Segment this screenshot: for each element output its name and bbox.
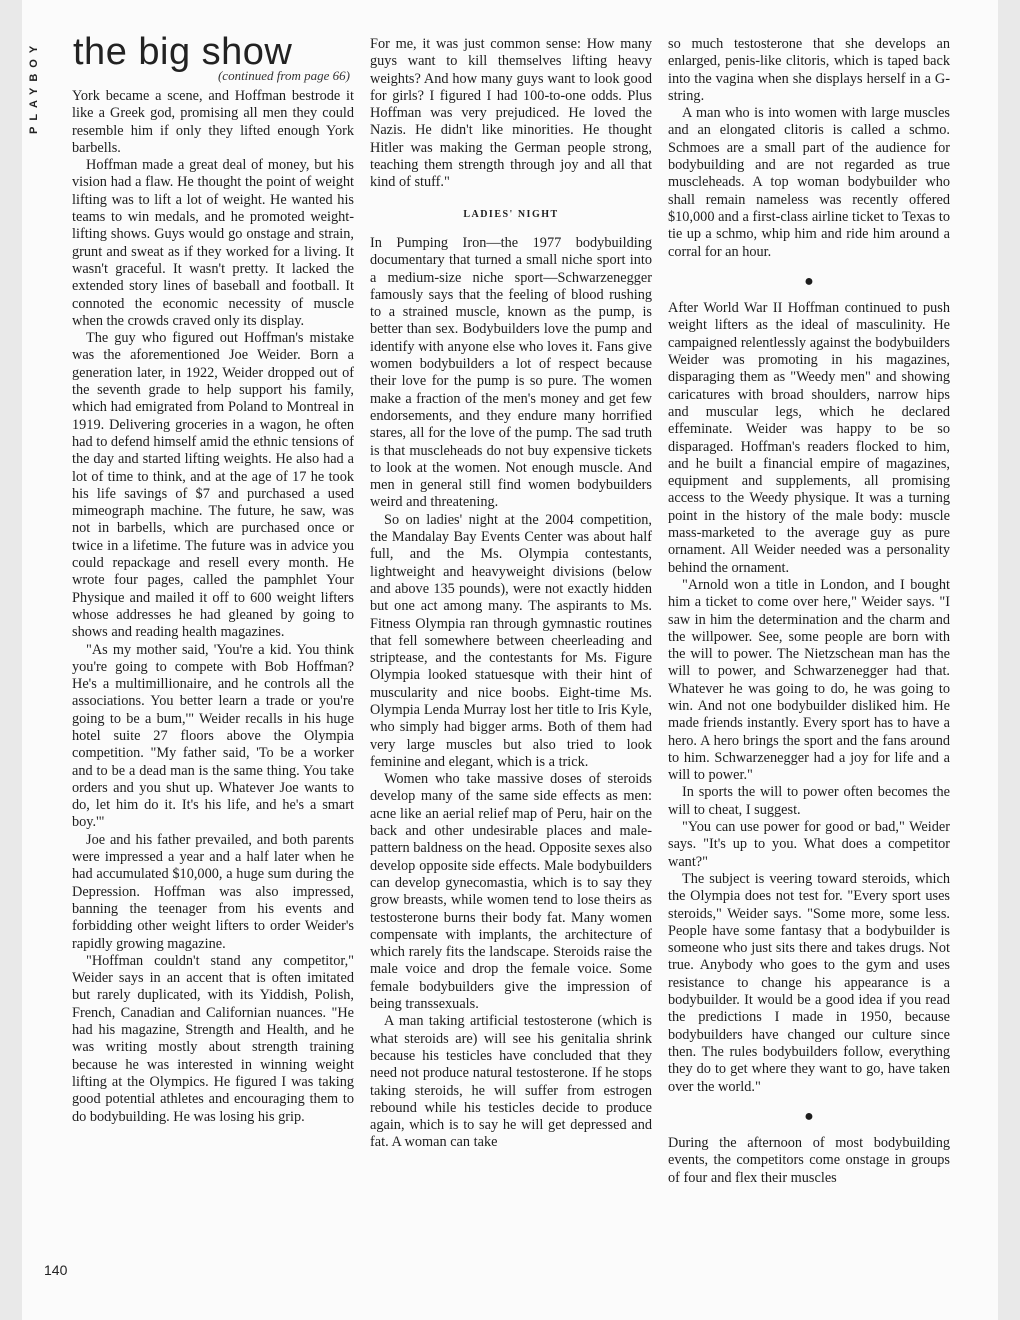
paragraph: For me, it was just common sense: How many guys want to kill themselves lifting heavy weights? And how many guys want to look good for girls? I figured I had 100-to-one odds. Plus Hoffman was very prejudiced. He loved the Nazis. He didn't like minorities. He thought Hitler was making the German people strong, teaching them strength through joy and all that kind of stuff."	[370, 36, 652, 191]
section-separator-dot: ●	[804, 1107, 814, 1125]
paragraph: Joe and his father prevailed, and both parents were impressed a year and a half later when he had accumulated $10,000, a huge sum during the Depression. Hoffman was also impressed, banning the teenager from his events and forbidding other weight lifters to order Weider's rapidly growing magazine.	[72, 831, 354, 952]
paragraph: In sports the will to power often becomes the will to cheat, I suggest.	[668, 784, 950, 818]
paragraph: A man taking artificial testosterone (which is what steroids are) will see his genitalia shrink because his testicles have concluded that they need not produce natural testosterone. If he stops taking steroids, he will suffer from estrogen rebound while his testicles decide to produce again, which is to say he will get depressed and fat. A woman can take	[370, 1013, 652, 1151]
page-number: 140	[44, 1262, 68, 1278]
section-separator-dot: ●	[804, 272, 814, 290]
paragraph: York became a scene, and Hoffman bestrode it like a Greek god, promising all men they could resemble him if only they lifted enough York barbells.	[72, 88, 354, 156]
column-3	[668, 36, 950, 1187]
paragraph: A man who is into women with large muscles and an elongated clitoris is called a schmo. Schmoes are a small part of the audience for bodybuilding and are not regarded as true muscleheads. A top woman bodybuilder who shall remain nameless was recently offered $10,000 and a first-class airline ticket to Texas to tie up a schmo, whip him and ride him around a corral for an hour.	[668, 105, 950, 260]
paragraph: After World War II Hoffman continued to push weight lifters as the ideal of masculinity. He campaigned relentlessly against the bodybuilders Weider was promoting in his magazines, disparaging them as "Weedy men" and showing caricatures with broad shoulders, narrow hips and muscular legs, which he declared effeminate. Weider was happy to be so disparaged. Hoffman's readers flocked to him, and he built a financial empire of magazines, equipment and supplements, all promising access to the Weedy physique. It was a turning point in the history of the male body: muscle mass-marketed to the average guy as pure ornament. All Weider needed was a personality behind the ornament.	[668, 300, 950, 576]
article-title: the big show	[73, 31, 293, 73]
section-subhead: LADIES' NIGHT	[463, 208, 559, 220]
magazine-name-vertical: PLAYBOY	[28, 40, 40, 135]
paragraph: so much testosterone that she develops an enlarged, penis-like clitoris, which is taped back into the vagina when she displays herself in a G-string.	[668, 36, 950, 104]
paragraph: During the afternoon of most bodybuilding events, the competitors come onstage in groups of four and flex their muscles	[668, 1135, 950, 1186]
paragraph: Hoffman made a great deal of money, but his vision had a flaw. He thought the point of weight lifting was to lift a lot of weight. He wanted his teams to win medals, and he promoted weight-lifting shows. Guys would go onstage and strain, grunt and sweat as if they worked for a living. It wasn't graceful. It wasn't pretty. It lacked the extended story lines of baseball and football. It connoted the economic necessity of muscle when the crowds craved only its display.	[72, 157, 354, 329]
paragraph: So on ladies' night at the 2004 competition, the Mandalay Bay Events Center was about half full, and the Ms. Olympia contestants, lightweight and heavyweight divisions (below and above 135 pounds), were not exactly hidden but one act among many. The aspirants to Ms. Fitness Olympia ran through gymnastic routines that fell somewhere between cheerleading and striptease, and the contestants for Ms. Figure Olympia looked statuesque with their hint of muscularity and nice boobs. Eight-time Ms. Olympia Lenda Murray lost her title to Iris Kyle, who simply had bigger arms. Both of them had very large muscles but also tried to look feminine and elegant, which is a trick.	[370, 511, 652, 770]
paragraph: In Pumping Iron—the 1977 bodybuilding documentary that turned a small niche sport into a medium-size niche sport—Schwarzenegger famously says that the feeling of blood rushing to a strained muscle, known as the pump, is better than sex. Bodybuilders love the pump and identify with anyone else who loves it. Fans give women bodybuilders a lot of respect because their love for the pump is so pure. The women make a fraction of the men's money and get few endorsements, and they endure many horrified stares, all for the love of the pump. The sad truth is that muscleheads do not buy expensive tickets to look at the women. Not enough muscle. And men in general still find women bodybuilders weird and threatening.	[370, 234, 652, 511]
paragraph: "As my mother said, 'You're a kid. You think you're going to compete with Bob Hoffman? He's a multimillionaire, and he controls all the associations. You better learn a trade or you're going to be a bum,'" Weider recalls in his huge hotel suite 27 floors above the Olympia competition. "My father said, 'To be a worker and to be a dead man is the same thing. You take orders and you shut up. Whatever Joe wants to do, let him do it. It's his life, and he's a smart boy.'"	[72, 641, 354, 831]
column-2	[370, 36, 652, 1152]
column-1	[72, 88, 354, 1126]
paragraph: Women who take massive doses of steroids develop many of the same side effects as men: acne like an aerial relief map of Peru, hair on the back and other undesirable places and male-pattern baldness on the head. Opposite sexes also develop opposite side effects. Male bodybuilders can develop gynecomastia, which is to say they grow breasts, while women tend to lose theirs as testosterone burns their body fat. Many women compensate with implants, the architecture of which rarely fits the landscape. Steroids raise the male voice and drop the female voice. Some female bodybuilders give the impression of being transsexuals.	[370, 771, 652, 1013]
paragraph: The guy who figured out Hoffman's mistake was the aforementioned Joe Weider. Born a generation later, in 1922, Weider dropped out of the seventh grade to help support his family, which had emigrated from Poland to Montreal in 1919. Delivering groceries in a wagon, he often had to defend himself amid the ethnic tensions of the day and started lifting weights. He also had a lot of time to think, and at the age of 17 he took his life savings of $7 and purchased a used mimeograph machine. The future, he saw, was not in barbells, which are purchased once or twice in a lifetime. The future was in advice you could repackage and resell every month. He wrote four pages, called the pamphlet Your Physique and mailed it off to 600 weight lifters whose addresses he had gleaned by going to shows and reading health magazines.	[72, 330, 354, 641]
paragraph: The subject is veering toward steroids, which the Olympia does not test for. "Every sport uses steroids," Weider says. "Some more, some less. People have some fantasy that a bodybuilder is someone who just sits there and takes drugs. Not true. Anybody who goes to the gym and uses resistance to change his appearance is a bodybuilder. It would be a good idea if you read the predictions I made in 1950, because bodybuilders have changed our culture since then. The rules bodybuilders follow, everything they do to get where they want to go, have taken over the world."	[668, 870, 950, 1095]
paragraph: "Hoffman couldn't stand any competitor," Weider says in an accent that is often imitated but rarely duplicated, with its Yiddish, Polish, French, Canadian and Californian nuances. "He had his magazine, Strength and Health, and he was writing mostly about strength training because he was interested in winning weight lifting at the Olympics. He figured I was taking good potential athletes and encouraging them to do bodybuilding. He was losing his grip.	[72, 952, 354, 1125]
continued-note: (continued from page 66)	[217, 68, 350, 83]
paragraph: "You can use power for good or bad," Weider says. "It's up to you. What does a competitor want?"	[668, 819, 950, 870]
paragraph: "Arnold won a title in London, and I bought him a ticket to come over here," Weider says. "I saw in him the determination and the charm and the willpower. See, some people are born with the will to power. The Nietzschean man has the will to power, and Schwarzenegger had that. Whatever he was going to do, he was going to win. And not one bodybuilder disliked him. He made friends instantly. Every sport has to have a hero. A hero brings the sport and the fans around to him. Schwarzenegger had a joy for life and a will to power."	[668, 576, 950, 784]
